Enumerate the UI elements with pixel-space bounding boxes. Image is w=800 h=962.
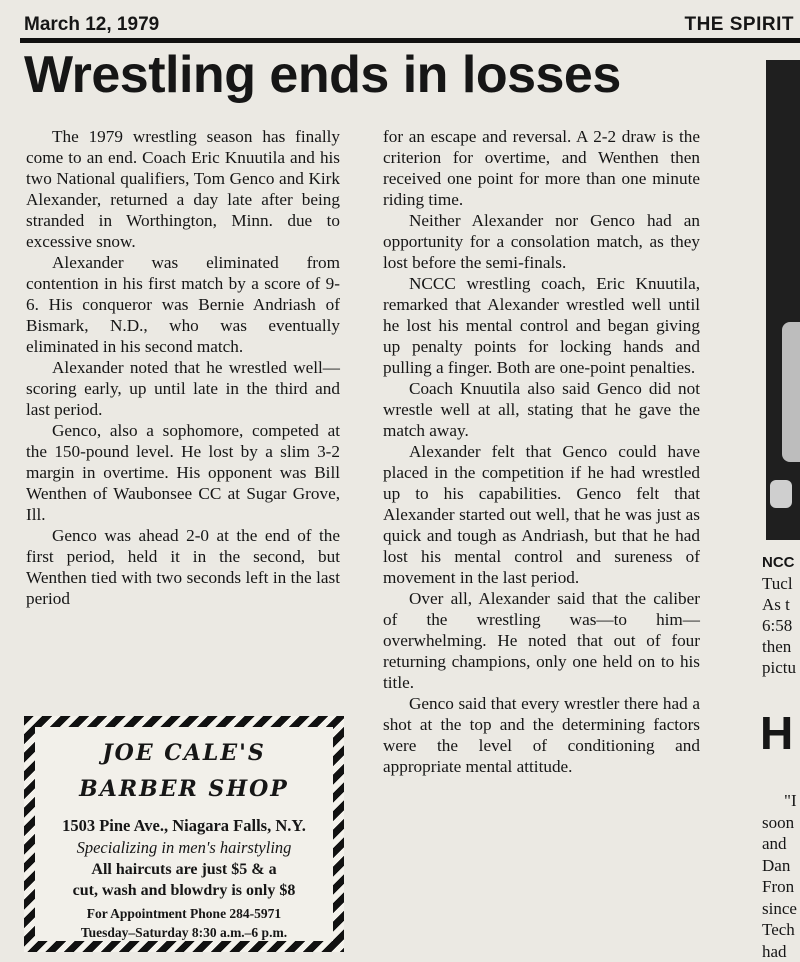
paragraph: Alexander noted that he wrestled well—scoring early, up until late in the third and last period. [26,357,340,420]
paragraph: Alexander felt that Genco could have placed in the competition if he had wrestled up to his capabilities. Genco felt that Alexander started out well, that he was just as quick and tough as Andriash, but that he had lost his mental control and sureness of movement in the last period. [383,441,700,588]
text-line: Dan [762,855,800,877]
newspaper-name: THE SPIRIT [684,14,794,36]
caption-line: As t [762,594,800,615]
ad-business-type: BARBER SHOP [35,775,333,803]
ad-address: 1503 Pine Ave., Niagara Falls, N.Y. [35,815,333,837]
article-headline: Wrestling ends in losses [24,48,621,103]
photo-figure [782,322,800,462]
caption-line: Tucl [762,573,800,594]
caption-line: 6:58 [762,615,800,636]
text-line: had [762,941,800,962]
text-line: since [762,898,800,920]
text-line: soon [762,812,800,834]
article-column-1 [26,126,340,609]
paragraph: NCCC wrestling coach, Eric Knuutila, remarked that Alexander wrestled well until he lost his mental control and began giving up penalty points for locking hands and pulling a finger. Both are one-point penalties. [383,273,700,378]
ad-business-name: JOE CALE'S [35,739,333,767]
paragraph: Over all, Alexander said that the caliber of the wrestling was—to him—overwhelming. He noted that out of four returning champions, only one held on to his title. [383,588,700,693]
ad-tagline: Specializing in men's hairstyling [35,837,333,859]
caption-lead: NCC [762,552,800,573]
barber-shop-advertisement [24,716,344,952]
photo-figure [770,480,792,508]
page-header [20,8,800,42]
ad-price-line: All haircuts are just $5 & a [35,859,333,880]
paragraph: Genco was ahead 2-0 at the end of the first period, held it in the second, but Wenthen tied with two seconds left in the last period [26,525,340,609]
article-column-2 [383,126,700,777]
caption-line: pictu [762,657,800,678]
photo-caption [762,552,800,678]
paragraph-continued: for an escape and reversal. A 2-2 draw is the criterion for overtime, and Wenthen then received one point for more than one minute riding time. [383,126,700,210]
paragraph: Alexander was eliminated from contention in his first match by a score of 9-6. His conqueror was Bernie Andriash of Bismark, N.D., who was eventually eliminated in his second match. [26,252,340,357]
paragraph: Genco said that every wrestler there had a shot at the top and the determining factors were the level of conditioning and appropriate mental attitude. [383,693,700,777]
paragraph: Neither Alexander nor Genco had an opportunity for a consolation match, as they lost before the semi-finals. [383,210,700,273]
text-line: Tech [762,919,800,941]
ad-phone: For Appointment Phone 284-5971 [35,904,333,924]
text-line: "I [762,790,800,812]
paragraph: The 1979 wrestling season has finally come to an end. Coach Eric Knuutila and his two National qualifiers, Tom Genco and Kirk Alexander, returned a day late after being stranded in Worthington, Minn. due to excessive snow. [26,126,340,252]
paragraph: Genco, also a sophomore, competed at the 150-pound level. He lost by a slim 3-2 margin in overtime. His opponent was Bill Wenthen of Waubonsee CC at Sugar Grove, Ill. [26,420,340,525]
issue-date: March 12, 1979 [24,14,159,36]
wrestling-photo [766,60,800,540]
header-rule [20,38,800,43]
ad-price-line: cut, wash and blowdry is only $8 [35,880,333,901]
ad-hours: Tuesday–Saturday 8:30 a.m.–6 p.m. [35,924,333,942]
caption-line: then [762,636,800,657]
text-line: Fron [762,876,800,898]
second-article-headline: H [760,706,793,760]
second-article-column [762,790,800,962]
text-line: and [762,833,800,855]
paragraph: Coach Knuutila also said Genco did not wrestle well at all, stating that he gave the match away. [383,378,700,441]
